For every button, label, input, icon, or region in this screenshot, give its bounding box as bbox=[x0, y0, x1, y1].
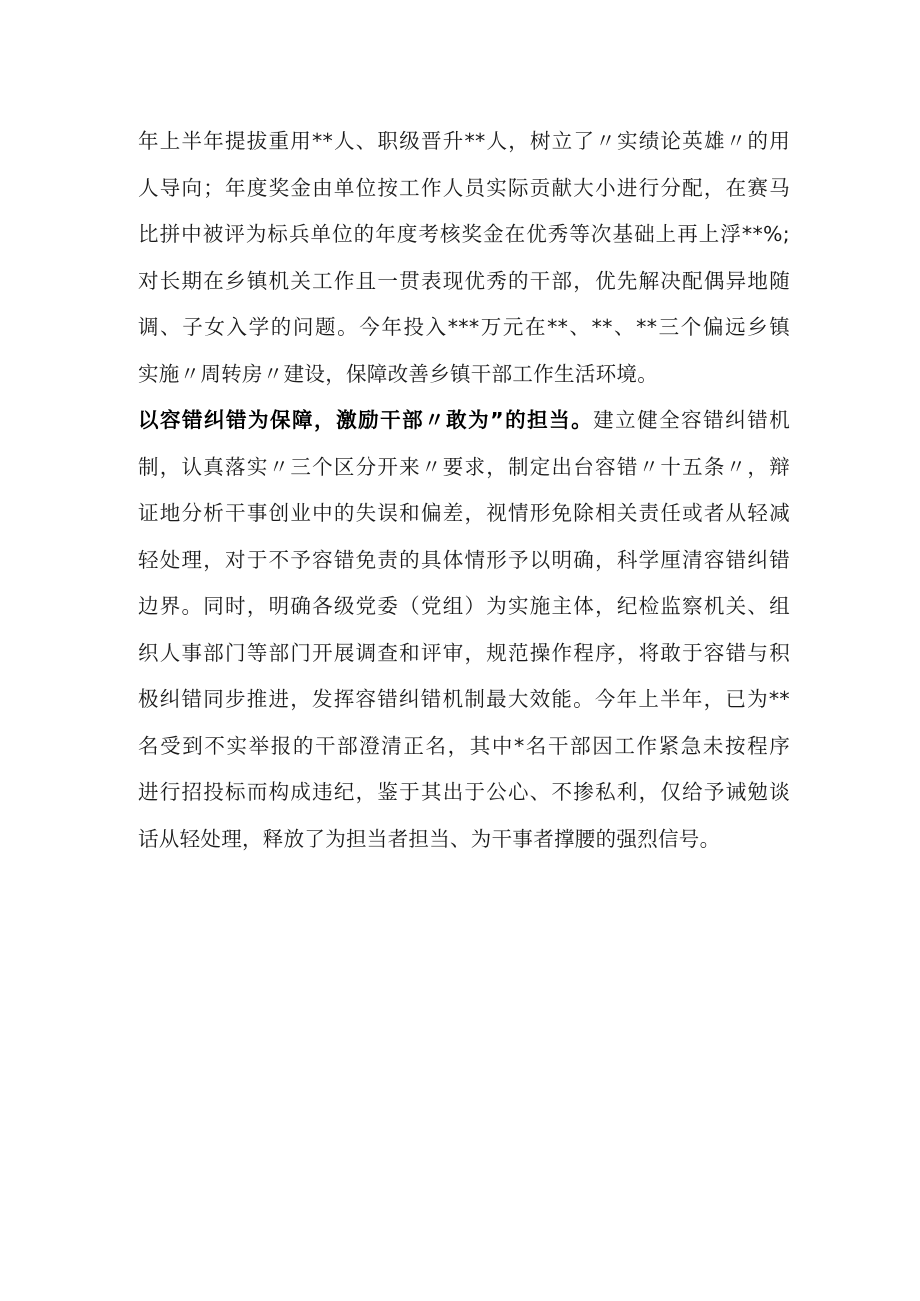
paragraph-2-line: 边界。同时，明确各级党委（党组）为实施主体，纪检监察机关、组 bbox=[138, 594, 790, 618]
paragraph-1-line: 人导向；年度奖金由单位按工作人员实际贡献大小进行分配，在赛马 bbox=[138, 175, 790, 200]
paragraph-2-line: 织人事部门等部门开展调查和评审，规范操作程序，将敢于容错与积 bbox=[138, 640, 790, 665]
paragraph-1 bbox=[138, 118, 790, 397]
paragraph-2-line: 制，认真落实〃三个区分开来〃要求，制定出台容错〃十五条〃，辩 bbox=[138, 454, 790, 479]
paragraph-1-line: 调、子女入学的问题。今年投入***万元在**、**、**三个偏远乡镇 bbox=[138, 315, 790, 339]
paragraph-2-line: 进行招投标而构成违纪，鉴于其出于公心、不掺私利，仅给予诫勉谈 bbox=[138, 780, 790, 804]
paragraph-2-heading: 以容错纠错为保障，激励干部〃敢为”的担当。 bbox=[138, 408, 594, 432]
paragraph-1-line: 比拼中被评为标兵单位的年度考核奖金在优秀等次基础上再上浮**%; bbox=[138, 222, 790, 246]
paragraph-1-line: 年上半年提拔重用**人、职级晋升**人，树立了〃实绩论英雄〃的用 bbox=[138, 129, 790, 153]
paragraph-2-line: 极纠错同步推进，发挥容错纠错机制最大效能。今年上半年，已为** bbox=[138, 687, 790, 711]
paragraph-2-line: 轻处理，对于不予容错免责的具体情形予以明确，科学厘清容错纠错 bbox=[138, 547, 790, 572]
paragraph-1-line: 对长期在乡镇机关工作且一贯表现优秀的干部，优先解决配偶异地随 bbox=[138, 268, 790, 293]
paragraph-2-first-line bbox=[138, 397, 790, 444]
paragraph-2-first-line-rest: 建立健全容错纠错机 bbox=[593, 408, 790, 432]
paragraph-2-line: 证地分析干事创业中的失误和偏差，视情形免除相关责任或者从轻减 bbox=[138, 501, 790, 525]
paragraph-2-line: 话从轻处理，释放了为担当者担当、为干事者撑腰的强烈信号。 bbox=[138, 826, 721, 851]
paragraph-2-line: 名受到不实举报的干部澄清正名，其中*名干部因工作紧急未按程序 bbox=[138, 733, 790, 758]
paragraph-2 bbox=[138, 397, 790, 862]
paragraph-1-line: 实施〃周转房〃建设，保障改善乡镇干部工作生活环境。 bbox=[138, 361, 658, 386]
